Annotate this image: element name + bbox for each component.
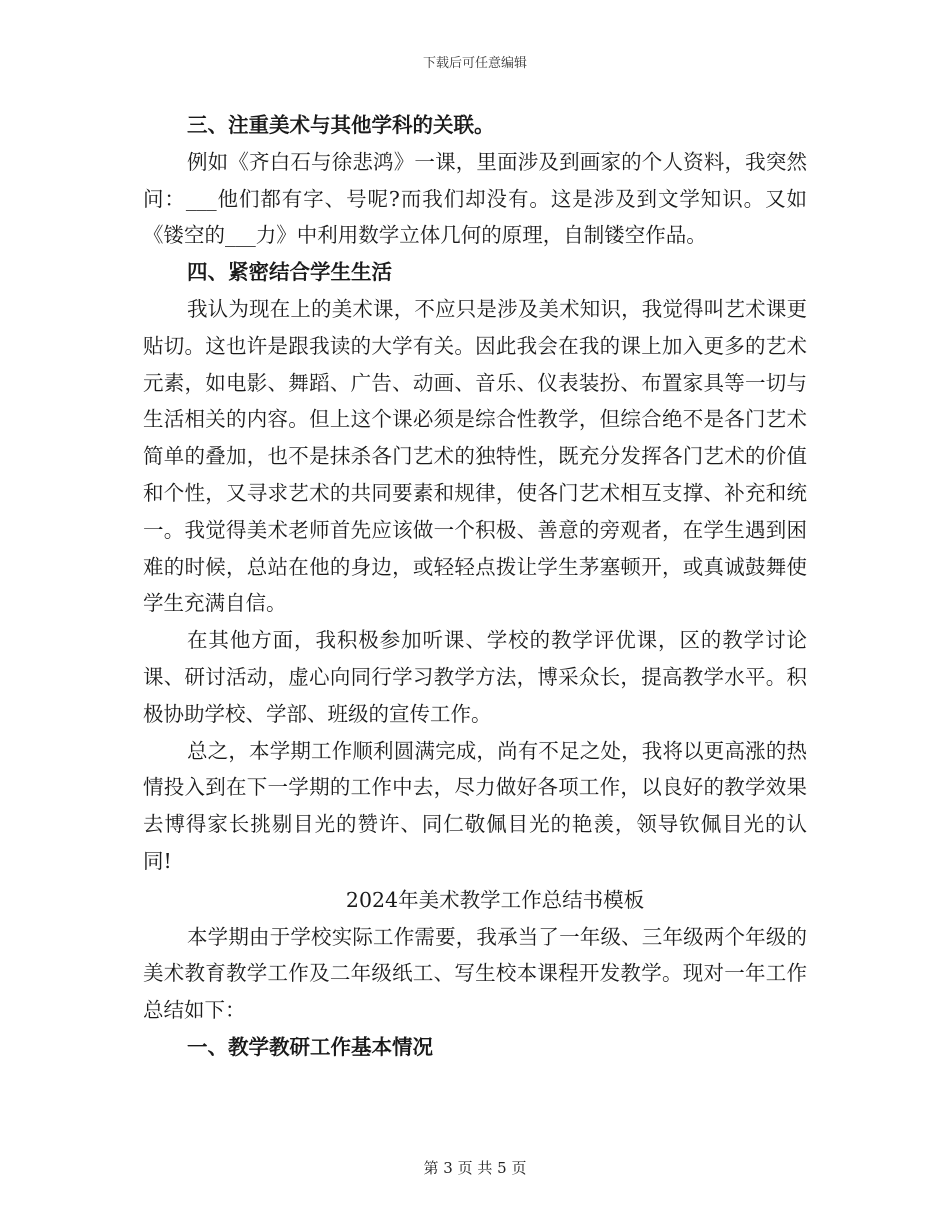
paragraph-other-aspects: 在其他方面，我积极参加听课、学校的教学评优课，区的教学讨论课、研讨活动，虚心向同行学习教学方法，博采众长，提高教学水平。积极协助学校、学部、班级的宣传工作。: [143, 628, 807, 726]
document-body: [143, 107, 807, 1066]
page-number: 第 3 页 共 5 页: [423, 1159, 527, 1177]
page-header-note: 下载后可任意编辑: [422, 56, 527, 71]
section-heading-1: 一、教学教研工作基本情况: [187, 1034, 433, 1059]
paragraph-student-life: 我认为现在上的美术课，不应只是涉及美术知识，我觉得叫艺术课更贴切。这也许是跟我读的大学有关。因此我会在我的课上加入更多的艺术元素，如电影、舞蹈、广告、动画、音乐、仪表装扮、布置家具等一切与生活相关的内容。但上这个课必须是综合性教学，但综合绝不是各门艺术简单的叠加，也不是抹杀各门艺术的独特性，既充分发挥各门艺术的价值和个性，又寻求艺术的共同要素和规律，使各门艺术相互支撑、补充和统一。我觉得美术老师首先应该做一个积极、善意的旁观者，在学生遇到困难的时候，总站在他的身边，或轻轻点拨让学生茅塞顿开，或真诚鼓舞使学生充满自信。: [143, 296, 807, 616]
paragraph-summary: 总之，本学期工作顺利圆满完成，尚有不足之处，我将以更高涨的热情投入到在下一学期的工作中去，尽力做好各项工作，以良好的教学效果去博得家长挑剔目光的赞许、同仁敬佩目光的艳羡，领导钦佩目光的认同!: [143, 738, 807, 873]
paragraph-intro: 本学期由于学校实际工作需要，我承当了一年级、三年级两个年级的美术教育教学工作及二年级纸工、写生校本课程开发教学。现对一年工作总结如下：: [143, 924, 807, 1023]
section-heading-4: 四、紧密结合学生生活: [187, 260, 392, 285]
document-title: 2024年美术教学工作总结书模板: [345, 887, 645, 912]
paragraph-art-subject-link: 例如《齐白石与徐悲鸿》一课，里面涉及到画家的个人资料，我突然问：___他们都有字、号呢?而我们却没有。这是涉及到文学知识。又如《镂空的___力》中利用数学立体几何的原理，自制镂空作品。: [143, 149, 807, 248]
section-heading-3: 三、注重美术与其他学科的关联。: [187, 113, 495, 137]
